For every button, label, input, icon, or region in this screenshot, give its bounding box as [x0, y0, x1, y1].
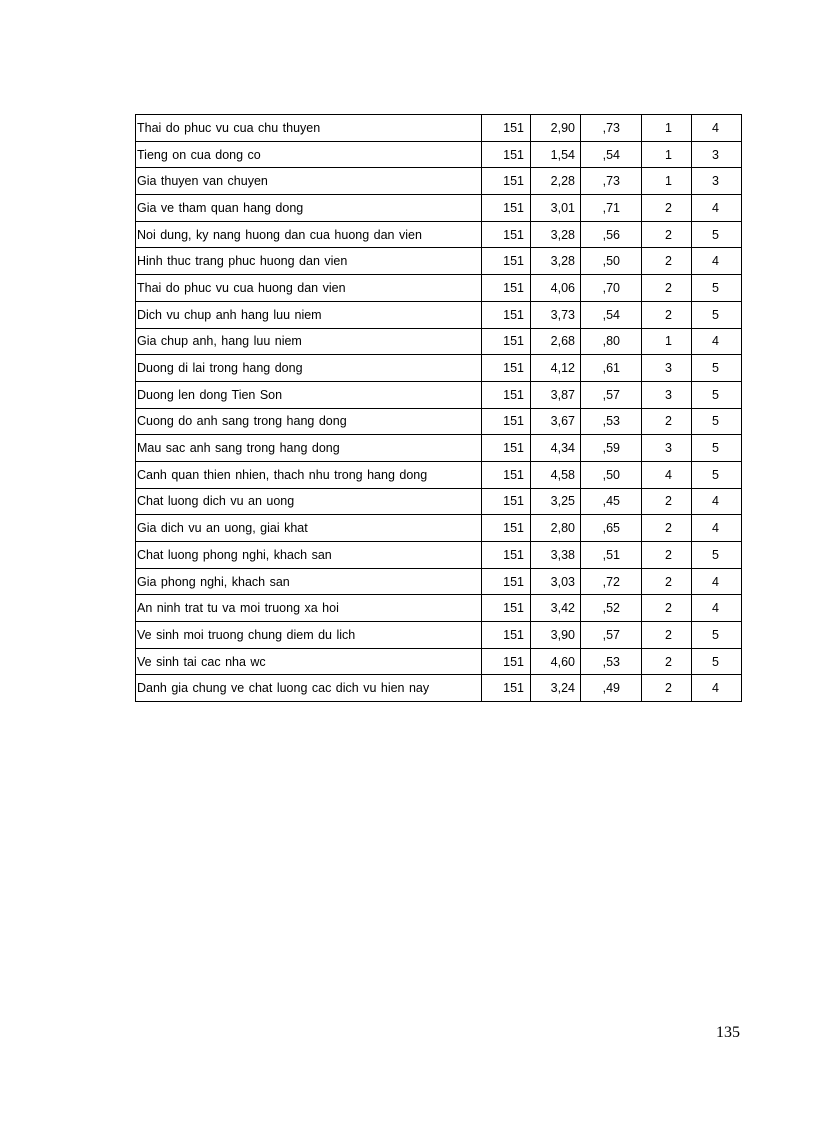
cell-mean: 3,03: [531, 568, 581, 595]
row-label: Duong len dong Tien Son: [136, 381, 482, 408]
statistics-table: [135, 114, 742, 702]
cell-maximum: 5: [692, 408, 742, 435]
cell-mean: 3,67: [531, 408, 581, 435]
cell-minimum: 2: [642, 542, 692, 569]
cell-maximum: 4: [692, 595, 742, 622]
cell-std-deviation: ,45: [581, 488, 642, 515]
cell-maximum: 5: [692, 301, 742, 328]
cell-std-deviation: ,61: [581, 355, 642, 382]
cell-minimum: 2: [642, 622, 692, 649]
table-row: [136, 248, 742, 275]
cell-n: 151: [482, 115, 531, 142]
cell-maximum: 5: [692, 622, 742, 649]
cell-std-deviation: ,49: [581, 675, 642, 702]
cell-maximum: 4: [692, 568, 742, 595]
cell-minimum: 2: [642, 648, 692, 675]
table-row: [136, 622, 742, 649]
cell-std-deviation: ,80: [581, 328, 642, 355]
cell-std-deviation: ,70: [581, 275, 642, 302]
cell-n: 151: [482, 141, 531, 168]
cell-mean: 4,60: [531, 648, 581, 675]
row-label: Gia phong nghi, khach san: [136, 568, 482, 595]
row-label: An ninh trat tu va moi truong xa hoi: [136, 595, 482, 622]
cell-mean: 4,58: [531, 461, 581, 488]
cell-std-deviation: ,56: [581, 221, 642, 248]
row-label: Ve sinh moi truong chung diem du lich: [136, 622, 482, 649]
row-label: Dich vu chup anh hang luu niem: [136, 301, 482, 328]
cell-std-deviation: ,53: [581, 408, 642, 435]
cell-maximum: 5: [692, 461, 742, 488]
cell-mean: 3,25: [531, 488, 581, 515]
cell-n: 151: [482, 248, 531, 275]
cell-mean: 3,42: [531, 595, 581, 622]
cell-minimum: 2: [642, 408, 692, 435]
cell-mean: 3,24: [531, 675, 581, 702]
cell-maximum: 5: [692, 435, 742, 462]
cell-mean: 4,12: [531, 355, 581, 382]
cell-mean: 3,28: [531, 221, 581, 248]
row-label: Chat luong dich vu an uong: [136, 488, 482, 515]
cell-n: 151: [482, 568, 531, 595]
cell-std-deviation: ,73: [581, 168, 642, 195]
cell-n: 151: [482, 435, 531, 462]
row-label: Hinh thuc trang phuc huong dan vien: [136, 248, 482, 275]
cell-n: 151: [482, 301, 531, 328]
cell-std-deviation: ,57: [581, 622, 642, 649]
cell-n: 151: [482, 408, 531, 435]
row-label: Cuong do anh sang trong hang dong: [136, 408, 482, 435]
row-label: Canh quan thien nhien, thach nhu trong hang dong: [136, 461, 482, 488]
cell-minimum: 1: [642, 115, 692, 142]
table-row: [136, 595, 742, 622]
cell-std-deviation: ,71: [581, 195, 642, 222]
cell-n: 151: [482, 328, 531, 355]
cell-minimum: 2: [642, 595, 692, 622]
row-label: Ve sinh tai cac nha wc: [136, 648, 482, 675]
table-row: [136, 275, 742, 302]
cell-std-deviation: ,54: [581, 141, 642, 168]
cell-minimum: 3: [642, 381, 692, 408]
cell-mean: 3,87: [531, 381, 581, 408]
table-row: [136, 115, 742, 142]
table-row: [136, 355, 742, 382]
row-label: Gia dich vu an uong, giai khat: [136, 515, 482, 542]
cell-std-deviation: ,73: [581, 115, 642, 142]
cell-minimum: 1: [642, 141, 692, 168]
cell-std-deviation: ,50: [581, 248, 642, 275]
cell-n: 151: [482, 168, 531, 195]
table-row: [136, 141, 742, 168]
cell-maximum: 5: [692, 648, 742, 675]
cell-mean: 3,38: [531, 542, 581, 569]
cell-maximum: 5: [692, 381, 742, 408]
row-label: Gia thuyen van chuyen: [136, 168, 482, 195]
cell-maximum: 3: [692, 141, 742, 168]
cell-n: 151: [482, 275, 531, 302]
cell-maximum: 4: [692, 195, 742, 222]
cell-minimum: 4: [642, 461, 692, 488]
cell-n: 151: [482, 488, 531, 515]
cell-minimum: 2: [642, 568, 692, 595]
table-row: [136, 195, 742, 222]
cell-maximum: 4: [692, 675, 742, 702]
cell-maximum: 3: [692, 168, 742, 195]
row-label: Gia ve tham quan hang dong: [136, 195, 482, 222]
row-label: Mau sac anh sang trong hang dong: [136, 435, 482, 462]
table-body: [136, 115, 742, 702]
cell-std-deviation: ,72: [581, 568, 642, 595]
cell-mean: 2,80: [531, 515, 581, 542]
cell-std-deviation: ,59: [581, 435, 642, 462]
table-row: [136, 568, 742, 595]
cell-std-deviation: ,53: [581, 648, 642, 675]
table-row: [136, 435, 742, 462]
cell-mean: 3,73: [531, 301, 581, 328]
row-label: Noi dung, ky nang huong dan cua huong dan vien: [136, 221, 482, 248]
cell-std-deviation: ,57: [581, 381, 642, 408]
cell-minimum: 2: [642, 301, 692, 328]
cell-n: 151: [482, 622, 531, 649]
table-row: [136, 408, 742, 435]
cell-std-deviation: ,52: [581, 595, 642, 622]
cell-maximum: 4: [692, 515, 742, 542]
cell-n: 151: [482, 648, 531, 675]
cell-mean: 1,54: [531, 141, 581, 168]
cell-std-deviation: ,54: [581, 301, 642, 328]
cell-n: 151: [482, 515, 531, 542]
cell-maximum: 5: [692, 542, 742, 569]
cell-maximum: 5: [692, 221, 742, 248]
cell-std-deviation: ,50: [581, 461, 642, 488]
cell-minimum: 2: [642, 248, 692, 275]
table-row: [136, 675, 742, 702]
page-number: 135: [716, 1024, 740, 1041]
cell-minimum: 2: [642, 195, 692, 222]
cell-mean: 2,90: [531, 115, 581, 142]
table-row: [136, 542, 742, 569]
table-row: [136, 221, 742, 248]
table-row: [136, 461, 742, 488]
cell-maximum: 4: [692, 115, 742, 142]
cell-n: 151: [482, 595, 531, 622]
cell-n: 151: [482, 221, 531, 248]
cell-minimum: 1: [642, 328, 692, 355]
row-label: Gia chup anh, hang luu niem: [136, 328, 482, 355]
table-row: [136, 648, 742, 675]
cell-maximum: 5: [692, 355, 742, 382]
row-label: Thai do phuc vu cua chu thuyen: [136, 115, 482, 142]
cell-minimum: 1: [642, 168, 692, 195]
cell-mean: 3,28: [531, 248, 581, 275]
cell-minimum: 2: [642, 275, 692, 302]
row-label: Thai do phuc vu cua huong dan vien: [136, 275, 482, 302]
table-row: [136, 168, 742, 195]
cell-n: 151: [482, 355, 531, 382]
cell-mean: 3,90: [531, 622, 581, 649]
cell-minimum: 3: [642, 435, 692, 462]
cell-minimum: 2: [642, 221, 692, 248]
cell-mean: 2,68: [531, 328, 581, 355]
table-row: [136, 301, 742, 328]
row-label: Danh gia chung ve chat luong cac dich vu hien nay: [136, 675, 482, 702]
cell-n: 151: [482, 381, 531, 408]
cell-n: 151: [482, 542, 531, 569]
row-label: Chat luong phong nghi, khach san: [136, 542, 482, 569]
table-row: [136, 381, 742, 408]
table-row: [136, 328, 742, 355]
cell-n: 151: [482, 461, 531, 488]
cell-mean: 3,01: [531, 195, 581, 222]
cell-minimum: 2: [642, 515, 692, 542]
row-label: Duong di lai trong hang dong: [136, 355, 482, 382]
cell-minimum: 2: [642, 675, 692, 702]
cell-minimum: 2: [642, 488, 692, 515]
cell-mean: 4,06: [531, 275, 581, 302]
table-row: [136, 488, 742, 515]
cell-mean: 4,34: [531, 435, 581, 462]
table-row: [136, 515, 742, 542]
cell-std-deviation: ,51: [581, 542, 642, 569]
cell-std-deviation: ,65: [581, 515, 642, 542]
row-label: Tieng on cua dong co: [136, 141, 482, 168]
cell-mean: 2,28: [531, 168, 581, 195]
cell-minimum: 3: [642, 355, 692, 382]
cell-n: 151: [482, 675, 531, 702]
cell-maximum: 4: [692, 488, 742, 515]
cell-maximum: 4: [692, 248, 742, 275]
cell-maximum: 5: [692, 275, 742, 302]
cell-maximum: 4: [692, 328, 742, 355]
cell-n: 151: [482, 195, 531, 222]
